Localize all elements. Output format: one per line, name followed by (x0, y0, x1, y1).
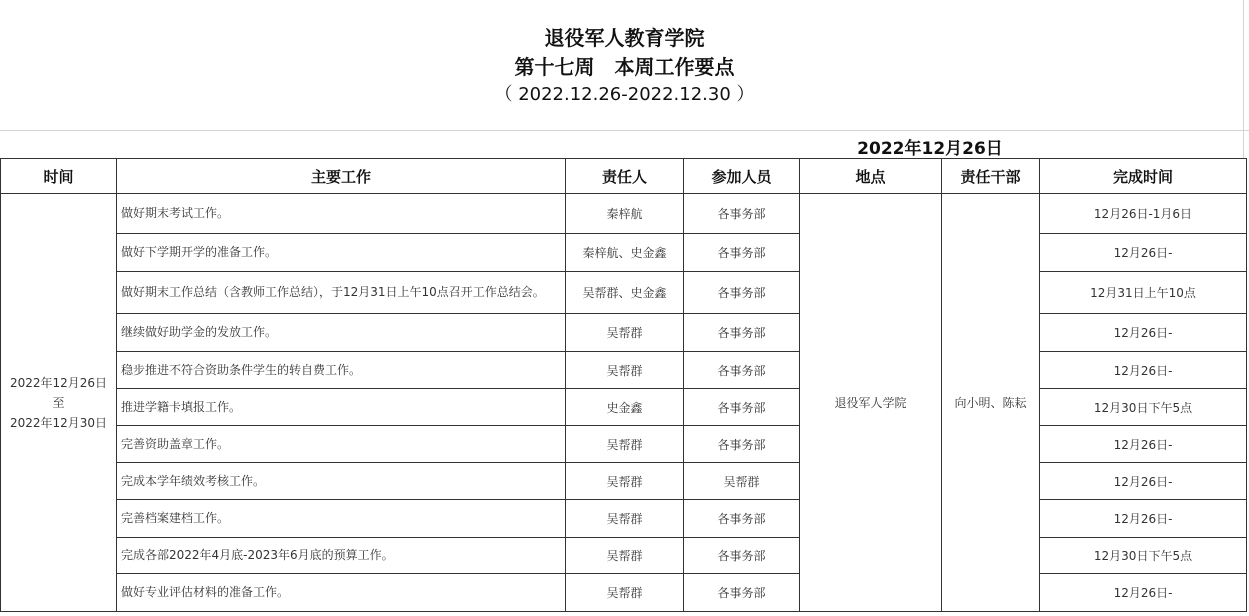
due-cell: 12月26日- (1040, 352, 1247, 389)
column-header-location: 地点 (800, 159, 942, 194)
owner-cell: 吴帮群 (566, 314, 684, 352)
table-row (1, 500, 1247, 538)
task-cell: 完成各部2022年4月底-2023年6月底的预算工作。 (117, 538, 566, 574)
due-cell: 12月26日- (1040, 426, 1247, 463)
table-row (1, 538, 1247, 574)
table-row (1, 389, 1247, 426)
column-header-due: 完成时间 (1040, 159, 1247, 194)
sheet-gridline (1243, 0, 1244, 158)
report-date: 2022年12月26日 (857, 139, 1003, 159)
participants-cell: 各事务部 (684, 389, 800, 426)
owner-cell: 史金鑫 (566, 389, 684, 426)
table-row (1, 426, 1247, 463)
owner-cell: 秦梓航 (566, 194, 684, 234)
due-cell: 12月31日上午10点 (1040, 272, 1247, 314)
participants-cell: 各事务部 (684, 234, 800, 272)
task-cell: 做好下学期开学的准备工作。 (117, 234, 566, 272)
participants-cell: 各事务部 (684, 272, 800, 314)
task-cell: 完善档案建档工作。 (117, 500, 566, 538)
due-cell: 12月26日- (1040, 463, 1247, 500)
due-cell: 12月26日- (1040, 234, 1247, 272)
participants-cell: 吴帮群 (684, 463, 800, 500)
participants-cell: 各事务部 (684, 500, 800, 538)
work-plan-table (0, 158, 1247, 612)
task-cell: 完善资助盖章工作。 (117, 426, 566, 463)
task-cell: 推进学籍卡填报工作。 (117, 389, 566, 426)
due-cell: 12月26日- (1040, 500, 1247, 538)
due-cell: 12月26日-1月6日 (1040, 194, 1247, 234)
task-cell: 做好专业评估材料的准备工作。 (117, 574, 566, 612)
week-title: 第十七周 本周工作要点 (514, 55, 735, 79)
participants-cell: 各事务部 (684, 538, 800, 574)
column-header-task: 主要工作 (117, 159, 566, 194)
location-cell: 退役军人学院 (800, 194, 942, 612)
table-row (1, 463, 1247, 500)
task-cell: 稳步推进不符合资助条件学生的转自费工作。 (117, 352, 566, 389)
cadre-cell: 向小明、陈耘 (942, 194, 1040, 612)
sheet-gridline (0, 130, 1249, 131)
time-end: 2022年12月30日 (9, 415, 108, 430)
table-row (1, 314, 1247, 352)
date-range: （ 2022.12.26-2022.12.30 ） (494, 84, 755, 105)
table-row (1, 234, 1247, 272)
owner-cell: 吴帮群 (566, 574, 684, 612)
owner-cell: 吴帮群 (566, 463, 684, 500)
owner-cell: 吴帮群、史金鑫 (566, 272, 684, 314)
participants-cell: 各事务部 (684, 352, 800, 389)
participants-cell: 各事务部 (684, 314, 800, 352)
column-header-cadre: 责任干部 (942, 159, 1040, 194)
column-header-owner: 责任人 (566, 159, 684, 194)
due-cell: 12月26日- (1040, 574, 1247, 612)
due-cell: 12月30日下午5点 (1040, 538, 1247, 574)
time-separator: 至 (52, 395, 65, 410)
participants-cell: 各事务部 (684, 194, 800, 234)
participants-cell: 各事务部 (684, 426, 800, 463)
owner-cell: 吴帮群 (566, 426, 684, 463)
due-cell: 12月26日- (1040, 314, 1247, 352)
time-period-cell (1, 194, 117, 612)
time-start: 2022年12月26日 (9, 375, 108, 390)
table-header-row (1, 159, 1247, 194)
school-title: 退役军人教育学院 (544, 26, 705, 50)
owner-cell: 秦梓航、史金鑫 (566, 234, 684, 272)
table-row (1, 574, 1247, 612)
owner-cell: 吴帮群 (566, 352, 684, 389)
table-row (1, 352, 1247, 389)
task-cell: 做好期末考试工作。 (117, 194, 566, 234)
owner-cell: 吴帮群 (566, 538, 684, 574)
participants-cell: 各事务部 (684, 574, 800, 612)
table-row (1, 272, 1247, 314)
column-header-participants: 参加人员 (684, 159, 800, 194)
due-cell: 12月30日下午5点 (1040, 389, 1247, 426)
table-row (1, 194, 1247, 234)
task-cell: 完成本学年绩效考核工作。 (117, 463, 566, 500)
task-cell: 继续做好助学金的发放工作。 (117, 314, 566, 352)
task-cell: 做好期末工作总结（含教师工作总结），于12月31日上午10点召开工作总结会。 (117, 272, 566, 314)
column-header-time: 时间 (1, 159, 117, 194)
owner-cell: 吴帮群 (566, 500, 684, 538)
